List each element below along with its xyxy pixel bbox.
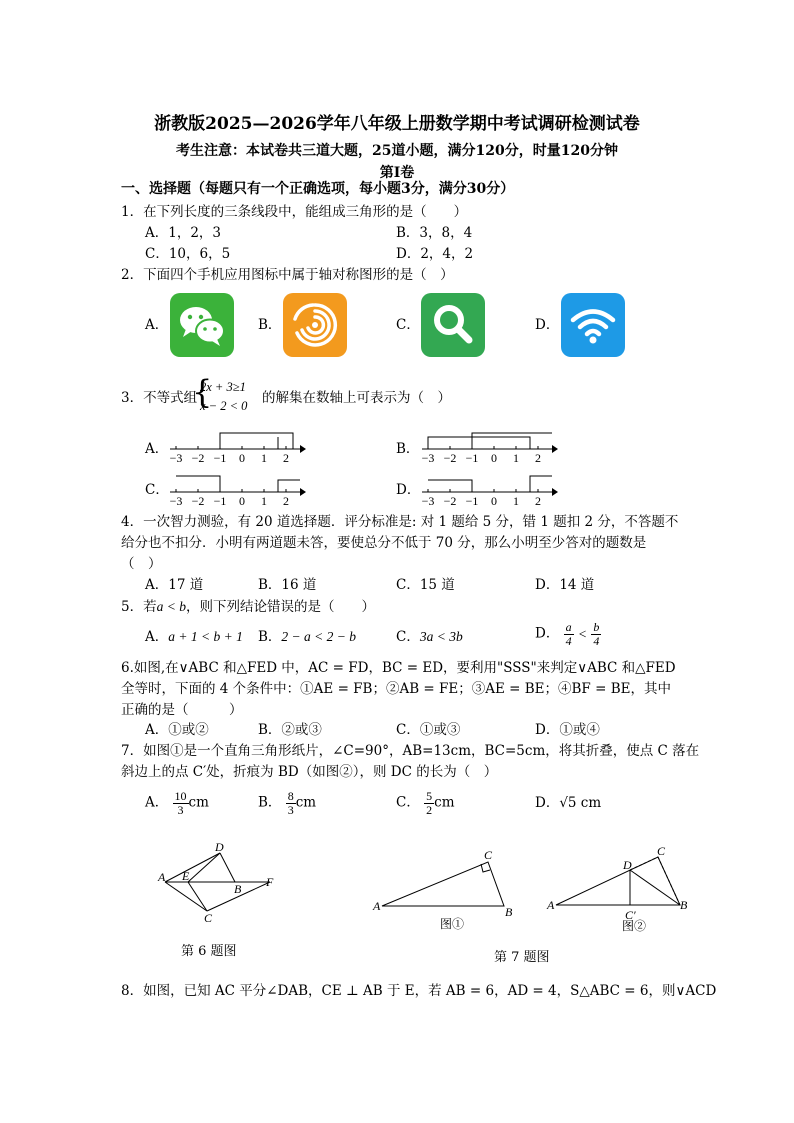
- q5-d-frac1: [564, 621, 574, 647]
- fig7-2-label-d: D: [623, 858, 632, 872]
- q7-option-b: [258, 790, 316, 816]
- q7-c-num: 5: [426, 789, 433, 803]
- q5-d-den2: 4: [593, 633, 600, 648]
- q5-d-lt: <: [577, 626, 588, 642]
- fig7-2-label-cprime: C′: [625, 908, 636, 922]
- fig7-1-label-c: C: [484, 848, 493, 862]
- tick-label: 1: [261, 451, 267, 465]
- q5-a-label: A．: [145, 629, 169, 645]
- q5-stem-end: ，则下列结论错误的是（ ）: [185, 599, 375, 615]
- tick-label: 2: [535, 494, 541, 508]
- tick-label: 2: [535, 451, 541, 465]
- tick-label: −1: [465, 451, 479, 465]
- q6-line3: 正确的是（ ）: [121, 702, 243, 718]
- q7-line2: 斜边上的点 C′处，折痕为 BD（如图②），则 DC 的长为（ ）: [121, 764, 498, 780]
- q4-option-c: C．15 道: [396, 577, 455, 593]
- search-icon: [421, 293, 485, 357]
- q7-a-den: 3: [177, 802, 184, 817]
- tick-label: 1: [513, 494, 519, 508]
- q5-a-expr: a + 1 < b + 1: [168, 629, 243, 644]
- q5-c-expr: 3a < 3b: [419, 629, 463, 644]
- q4-line1: 4．一次智力测验，有 20 道选择题．评分标准是: 对 1 题给 5 分，错 1 题扣 2 分，不答题不: [121, 514, 679, 530]
- q2-option-c: C．: [396, 317, 420, 333]
- fig7-2-label-a: A: [547, 898, 555, 912]
- fig7-2-label-b: B: [680, 898, 688, 912]
- q7-d-label: D．: [535, 795, 560, 811]
- q7-c-den: 2: [426, 802, 433, 817]
- fig6-label-e: E: [182, 869, 190, 883]
- figure-7-2: [540, 843, 700, 933]
- tick-label: −3: [169, 494, 183, 508]
- q7-b-frac: [286, 790, 296, 816]
- fig7-1-label-b: B: [505, 905, 513, 919]
- section-heading: 一、选择题（每题只有一个正确选项，每小题3分，满分30分）: [121, 181, 515, 197]
- tick-label: −3: [421, 451, 435, 465]
- fig6-label-a: A: [158, 870, 166, 884]
- wechat-icon: [170, 293, 234, 357]
- q4-option-b: B．16 道: [258, 577, 317, 593]
- q2-option-b: B．: [258, 317, 282, 333]
- figure-6-caption: 第 6 题图: [181, 944, 237, 959]
- figure-7-caption: 第 7 题图: [494, 950, 550, 965]
- q7-b-num: 8: [287, 789, 294, 803]
- q7-a-label: A．: [145, 794, 169, 811]
- tick-label: −2: [443, 451, 457, 465]
- q5-option-c: [396, 630, 463, 645]
- q3-stem-start: 3．不等式组: [121, 390, 198, 406]
- q5-c-label: C．: [396, 629, 420, 645]
- q3-stem-end: 的解集在数轴上可表示为（ ）: [262, 390, 451, 406]
- q5-stem-start: 5．若: [121, 599, 157, 615]
- q6-option-a: A．①或②: [145, 722, 209, 738]
- number-line-b: [412, 425, 562, 465]
- fig7-2-label-c: C: [657, 844, 666, 858]
- q7-option-a: [145, 790, 209, 816]
- q3-inequality-system: [192, 373, 248, 416]
- figure-6: [150, 838, 290, 928]
- number-line-c: [160, 468, 310, 508]
- volume-heading: 第Ⅰ卷: [379, 165, 415, 181]
- q7-a-frac: [173, 790, 189, 816]
- q5-d-frac2: [591, 621, 601, 647]
- q5-option-b: [258, 630, 356, 645]
- exam-notice: 考生注意：本试卷共三道大题，25道小题，满分120分，时量120分钟: [176, 143, 618, 159]
- tick-label: 1: [261, 494, 267, 508]
- figure-7-1: [368, 848, 528, 938]
- q3-eq1: 2x + 3≥1: [200, 380, 246, 394]
- tick-label: −1: [213, 451, 227, 465]
- q6-option-c: C．①或③: [396, 722, 461, 738]
- q5-option-d: [535, 621, 601, 647]
- fig7-caption-2: 图②: [622, 919, 647, 933]
- tick-label: −2: [443, 494, 457, 508]
- number-line-d: [412, 468, 562, 508]
- q6-line1: 6.如图,在∨ABC 和△FED 中，AC = FD，BC = ED，要利用"SSS"来判定∨ABC 和△FED: [121, 660, 676, 676]
- exam-title: 浙教版2025—2026学年八年级上册数学期中考试调研检测试卷: [154, 114, 640, 134]
- q4-line3: （ ）: [121, 556, 162, 572]
- q1-option-a: A．1，2，3: [145, 225, 222, 241]
- fig6-label-c: C: [204, 911, 213, 925]
- q5-d-den1: 4: [565, 633, 572, 648]
- tick-label: 0: [491, 451, 497, 465]
- q7-line1: 7．如图①是一个直角三角形纸片，∠C=90°，AB=13cm，BC=5cm，将其折叠，使点 C 落在: [121, 743, 700, 759]
- q5-b-expr: 2 − a < 2 − b: [281, 629, 357, 644]
- q7-a-num: 10: [174, 789, 187, 803]
- q7-option-d: [535, 797, 601, 811]
- q2-stem: 2．下面四个手机应用图标中属于轴对称图形的是（ ）: [121, 267, 454, 283]
- fig6-label-d: D: [215, 840, 224, 854]
- q8-line1: 8．如图，已知 AC 平分∠DAB，CE ⊥ AB 于 E，若 AB = 6，AD = 4，S△ABC = 6，则∨ACD: [121, 983, 717, 999]
- q3-eq2: x − 2 < 0: [200, 399, 248, 413]
- q7-b-unit: cm: [295, 794, 317, 811]
- q4-line2: 给分也不扣分．小明有两道题未答，要使总分不低于 70 分，那么小明至少答对的题数是: [121, 535, 647, 551]
- number-line-a: [160, 425, 310, 465]
- q5-d-num1: a: [565, 620, 572, 634]
- tick-label: −1: [213, 494, 227, 508]
- q1-option-d: D．2，4，2: [396, 246, 474, 262]
- q5-option-a: [145, 630, 243, 645]
- q5-condition: a < b: [156, 599, 186, 614]
- q7-option-c: [396, 790, 455, 816]
- q5-b-label: B．: [258, 629, 282, 645]
- q7-a-unit: cm: [188, 794, 209, 811]
- q2-option-a: A．: [145, 317, 169, 333]
- q7-c-unit: cm: [434, 794, 455, 811]
- q7-c-label: C．: [396, 794, 420, 811]
- q4-option-d: D．14 道: [535, 577, 595, 593]
- tick-label: 0: [239, 451, 245, 465]
- q6-option-d: D．①或④: [535, 722, 600, 738]
- q2-option-d: D．: [535, 317, 560, 333]
- q6-option-b: B．②或③: [258, 722, 322, 738]
- q7-c-frac: [424, 790, 434, 816]
- tick-label: −3: [169, 451, 183, 465]
- tick-label: −1: [465, 494, 479, 508]
- q3-option-b: B．: [396, 441, 420, 457]
- fig6-label-b: B: [234, 882, 242, 896]
- q3-option-d: D．: [396, 482, 421, 498]
- q7-b-den: 3: [287, 802, 294, 817]
- tick-label: −2: [191, 494, 205, 508]
- tick-label: 0: [491, 494, 497, 508]
- q5-stem: [121, 600, 375, 615]
- q1-stem: 1．在下列长度的三条线段中，能组成三角形的是（ ）: [121, 204, 468, 220]
- q7-d-value: √5 cm: [559, 795, 602, 811]
- q5-d-num2: b: [593, 620, 600, 634]
- wifi-icon: [561, 293, 625, 357]
- q5-d-label: D．: [535, 625, 560, 642]
- tick-label: 0: [239, 494, 245, 508]
- fig6-label-f: F: [266, 875, 274, 889]
- q1-option-b: B．3，8，4: [396, 225, 473, 241]
- tick-label: 2: [283, 451, 289, 465]
- q1-option-c: C．10，6，5: [145, 246, 231, 262]
- q3-option-a: A．: [145, 441, 169, 457]
- q6-line2: 全等时，下面的 4 个条件中：①AE = FB；②AB = FE；③AE = BE；④BF = BE，其中: [121, 681, 671, 697]
- q7-b-label: B．: [258, 794, 282, 811]
- tick-label: −3: [421, 494, 435, 508]
- fig7-caption-1: 图①: [440, 917, 465, 931]
- tick-label: 1: [513, 451, 519, 465]
- q3-brace: {: [192, 373, 213, 411]
- q4-option-a: A．17 道: [145, 577, 204, 593]
- q3-option-c: C．: [145, 482, 169, 498]
- tick-label: −2: [191, 451, 205, 465]
- tick-label: 2: [283, 494, 289, 508]
- fig7-1-label-a: A: [373, 899, 381, 913]
- weibo-icon: [283, 293, 347, 357]
